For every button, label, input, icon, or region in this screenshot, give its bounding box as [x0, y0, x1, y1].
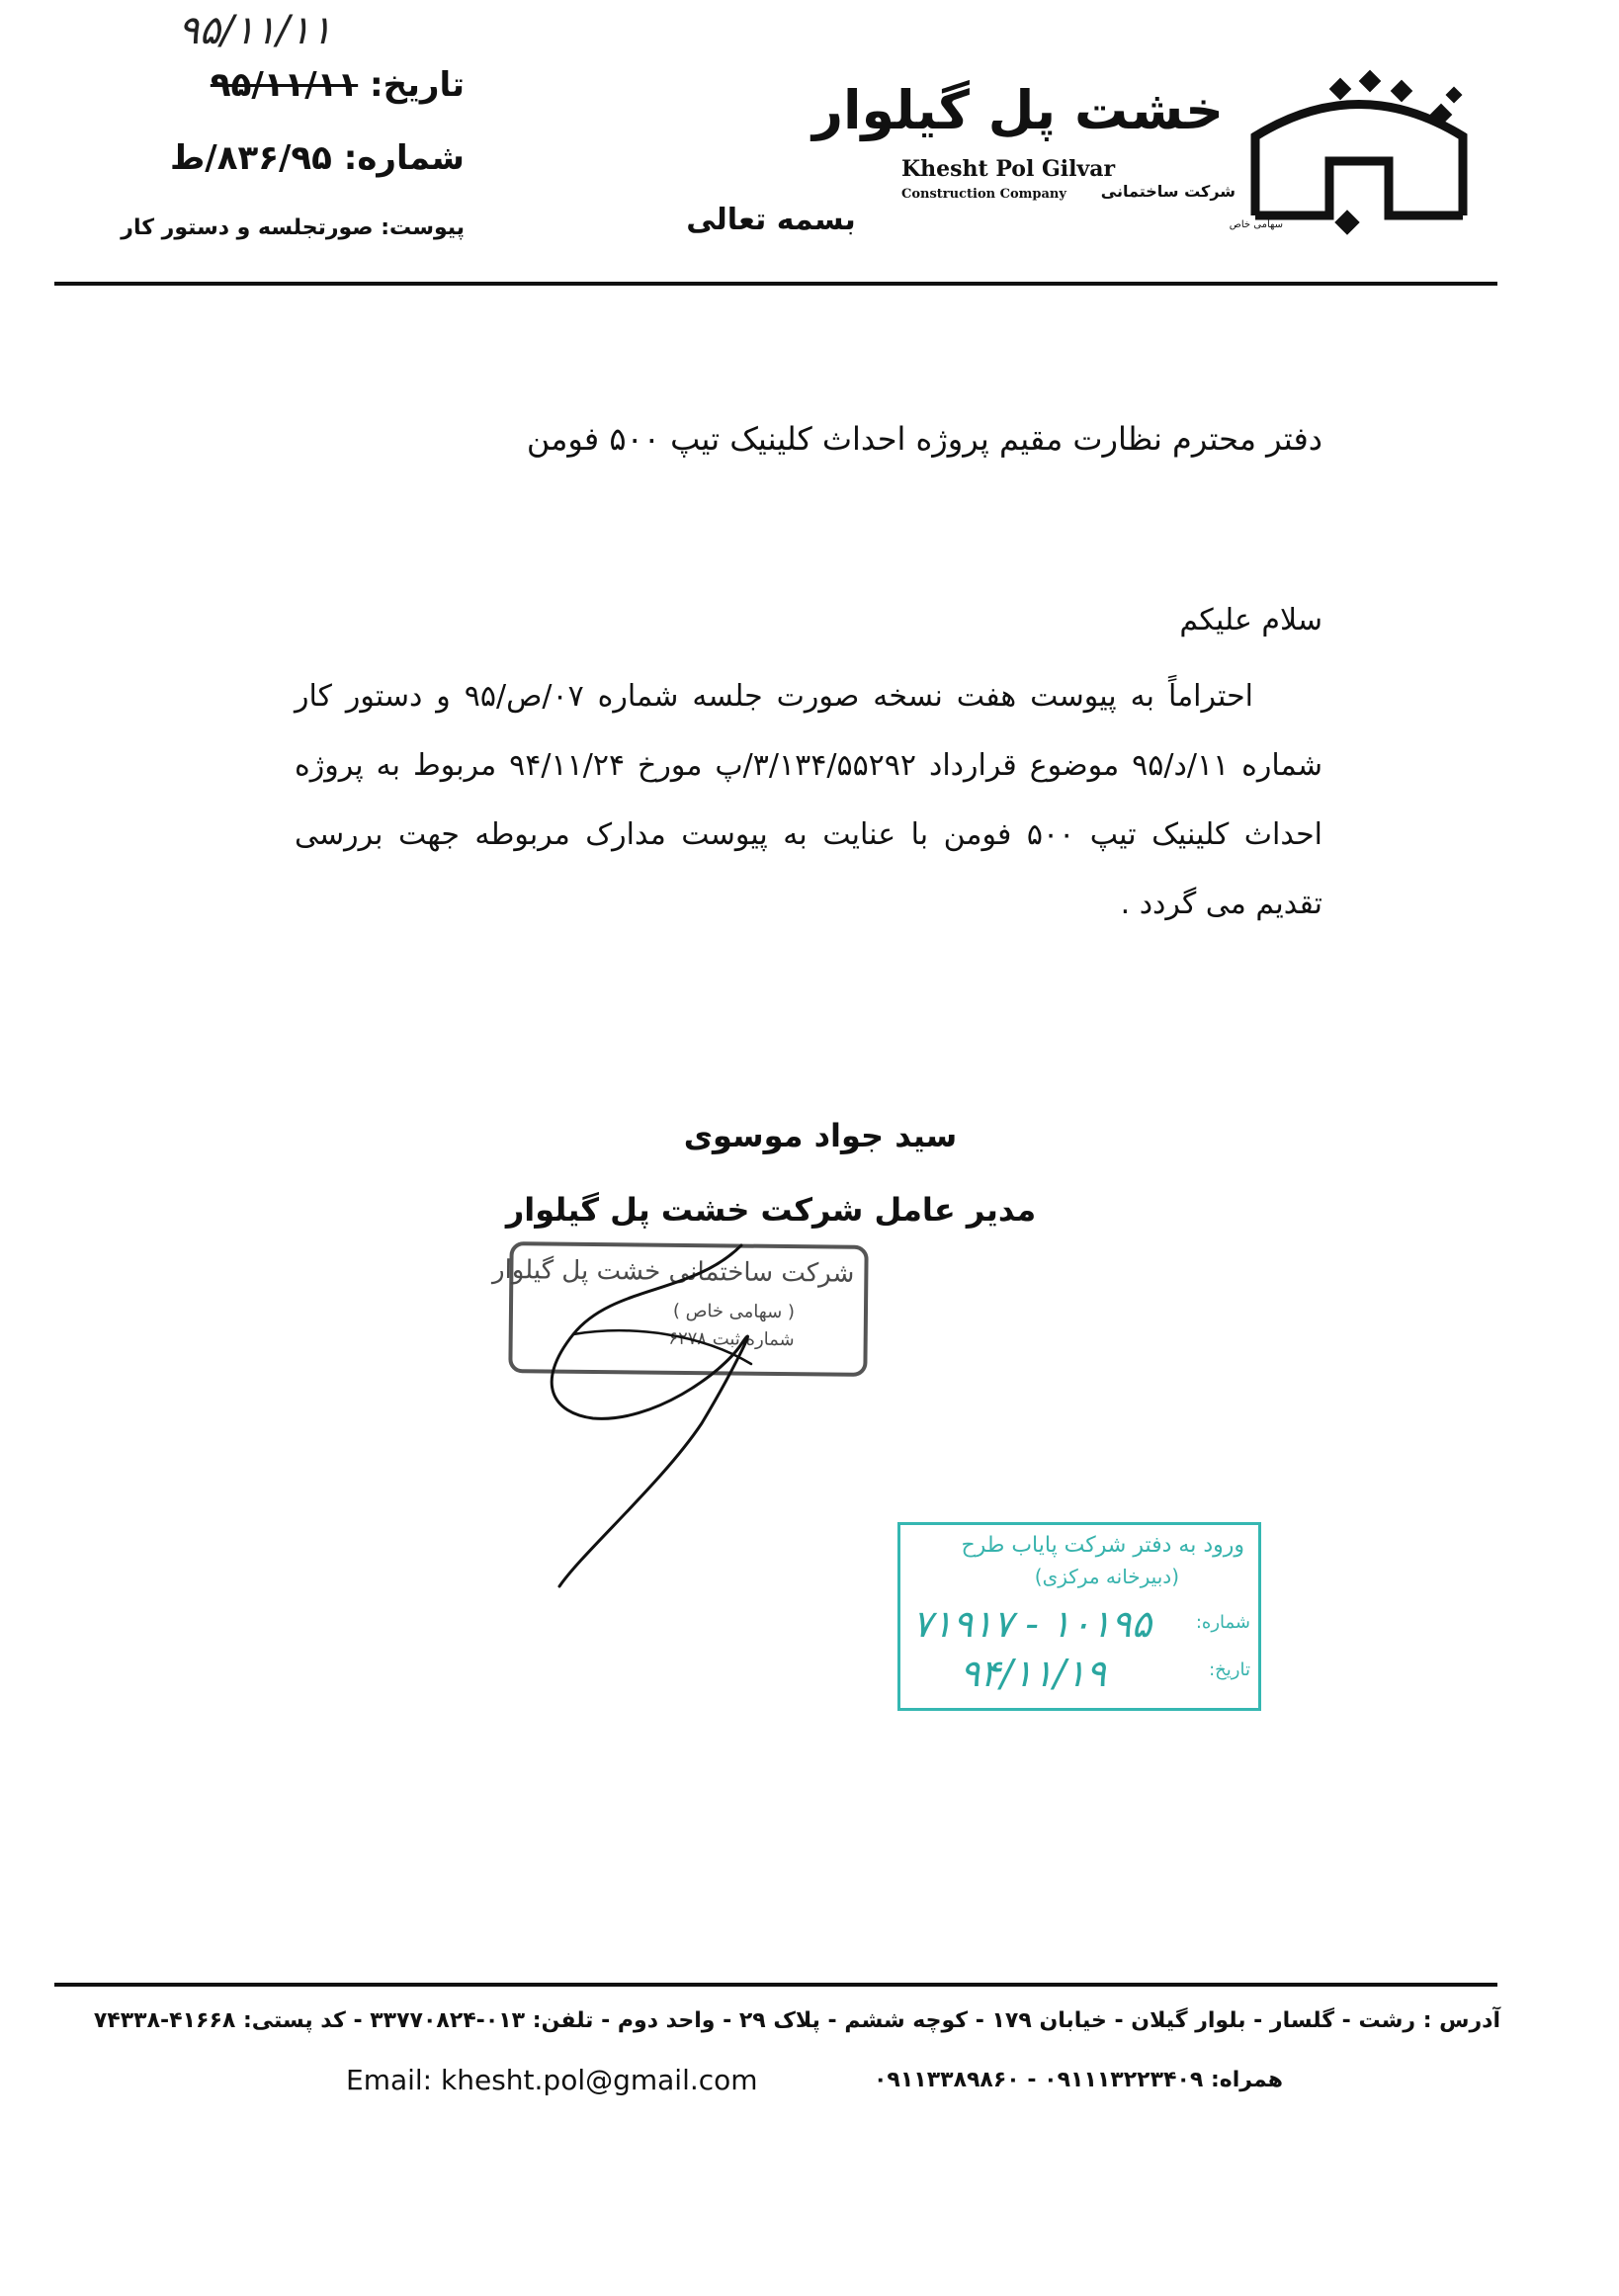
handwritten-signature [514, 1226, 830, 1591]
receipt-stamp-subtitle: (دبیرخانه مرکزی) [1034, 1565, 1179, 1588]
company-name-en: Khesht Pol Gilvar [901, 156, 1116, 182]
attachment-value: صورتجلسه و دستور کار [121, 215, 374, 240]
signer-name: سید جواد موسوی [683, 1117, 958, 1154]
date-label: تاریخ: [370, 65, 465, 105]
handwritten-date: ۹۵/۱۱/۱۱ [178, 8, 332, 53]
company-stamp-line3: شماره ثبت ۶۲۷۸ [668, 1327, 795, 1351]
company-ownership: سهامی خاص [1229, 219, 1283, 230]
basmala: بسمه تعالی [686, 203, 856, 237]
date-value: ۹۵/۱۱/۱۱ [210, 65, 359, 105]
letter-number-row [170, 138, 465, 178]
company-logo-icon [1236, 67, 1483, 235]
number-value: ۸۳۶/۹۵/ط [169, 138, 332, 178]
number-label: شماره: [343, 138, 465, 178]
recipient-line: دفتر محترم نظارت مقیم پروژه احداث کلینیک تیپ ۵۰۰ فومن [526, 420, 1322, 458]
greeting: سلام علیکم [1179, 603, 1322, 638]
company-stamp-line1: شرکت ساختمانی خشت پل گیلوار [491, 1254, 855, 1289]
footer-mobile: همراه: ۰۹۱۱۱۳۲۲۳۴۰۹ - ۰۹۱۱۳۳۸۹۸۶۰ [874, 2068, 1283, 2092]
receipt-number-label: شماره: [1195, 1612, 1250, 1633]
footer-email: Email: khesht.pol@gmail.com [346, 2064, 758, 2096]
company-subtitle-en: Construction Company [901, 187, 1066, 202]
signer-title: مدیر عامل شرکت خشت پل گیلوار [505, 1191, 1037, 1229]
company-type-fa: شرکت ساختمانی [1100, 182, 1236, 201]
receipt-date-value: ۹۴/۱۱/۱۹ [960, 1652, 1107, 1695]
date-row [211, 65, 465, 105]
letter-body-paragraph: احتراماً به پیوست هفت نسخه صورت جلسه شماره ۰۷/ص/۹۵ و دستور کار شماره ۱۱/د/۹۵ موضوع قرارداد ۳/۱۳۴/۵۵۲۹۲/پ مورخ ۹۴/۱۱/۲۴ مربوط به پروژه احداث کلینیک تیپ ۵۰۰ فومن با عنایت به پیوست مدارک مربوطه جهت بررسی تقدیم می گردد . [295, 679, 1322, 921]
footer-address: آدرس : رشت - گلسار - بلوار گیلان - خیابان ۱۷۹ - کوچه ششم - پلاک ۲۹ - واحد دوم - تلفن: ۰۱۳-۳۳۷۷۰۸۲۴ - کد پستی: ۴۱۶۶۸-۷۴۳۳۸ [93, 2008, 1500, 2033]
receipt-number-value: ۱۰۱۹۵ - ۷۱۹۱۷ [912, 1602, 1151, 1646]
receipt-stamp [897, 1522, 1261, 1711]
footer-divider [54, 1983, 1497, 1987]
attachment-label: پیوست: [381, 215, 465, 240]
letter-body [295, 662, 1322, 939]
company-stamp-line2: ( سهامی خاص ) [672, 1300, 796, 1323]
receipt-date-label: تاریخ: [1209, 1659, 1250, 1680]
company-name-fa: خشت پل گیلوار [811, 79, 1224, 141]
header-divider [54, 282, 1497, 286]
attachment-row [121, 215, 465, 240]
receipt-stamp-title: ورود به دفتر شرکت پایاب طرح [961, 1533, 1244, 1558]
